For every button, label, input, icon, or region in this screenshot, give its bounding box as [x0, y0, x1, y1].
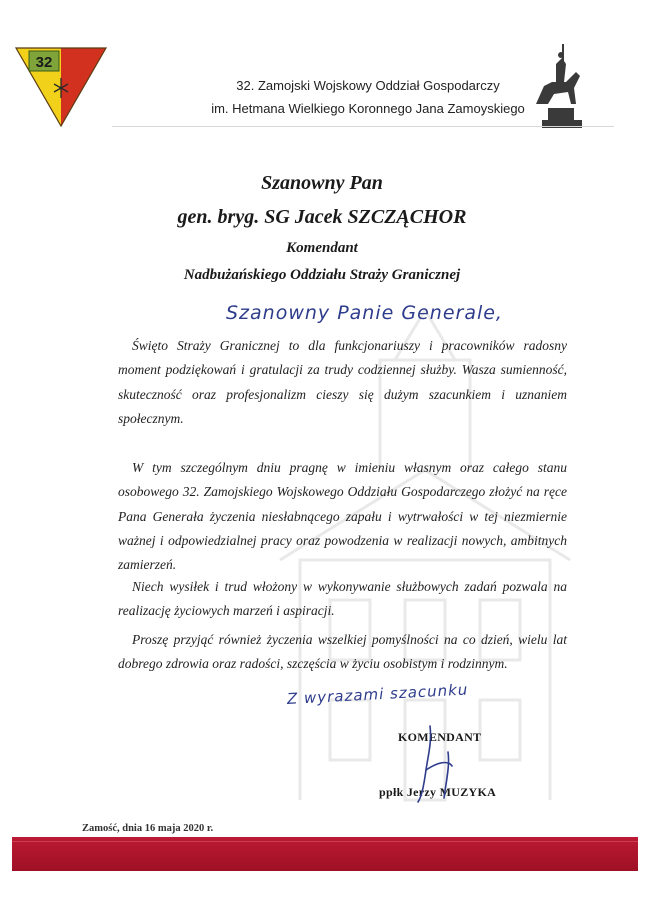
addressee-line1: Szanowny Pan	[261, 172, 383, 194]
letter-paragraph-2: W tym szczególnym dniu pragnę w imieniu własnym oraz całego stanu osobowego 32. Zamojskiego Wojskowego Oddziału Gospodarczego złożyć na ręce Pana Generała życzenia niesłabnącego zapału i wytrwałości w tej niezmiernie ważnej i odpowiedzialnej pracy oraz powodzenia w realizacji nowych, ambitnych zamierzeń.	[118, 460, 567, 573]
logo-number: 32	[35, 54, 53, 71]
signatory-name: ppłk Jerzy MUZYKA	[379, 785, 497, 799]
handwritten-salutation: Szanowny Panie Generale,	[226, 302, 503, 324]
addressee-line4: Nadbużańskiego Oddziału Straży Granicznej	[183, 267, 461, 283]
addressee-line3: Komendant	[286, 240, 358, 256]
unit-name-line2: im. Hetmana Wielkiego Koronnego Jana Zamoyskiego	[211, 101, 525, 116]
footer-red-band	[12, 837, 638, 871]
letter-paragraph-1: Święto Straży Granicznej to dla funkcjonariuszy i pracowników radosny moment podziękowań i gratulacji za trudy codziennej służby. Wasza sumienność, skuteczność oraz profesjonalizm cieszy się dużym szacunkiem i uznaniem społecznym.	[118, 338, 567, 426]
handwritten-closing: Z wyrazami szacunku	[286, 680, 469, 708]
footer-band-highlight	[12, 841, 638, 842]
addressee-line2: gen. bryg. SG Jacek SZCZĄCHOR	[177, 206, 467, 228]
signatory-title: KOMENDANT	[398, 730, 482, 744]
place-date: Zamość, dnia 16 maja 2020 r.	[82, 823, 214, 834]
unit-emblem-icon	[14, 46, 108, 128]
letter-paragraph-3: Niech wysiłek i trud włożony w wykonywanie służbowych zadań pozwala na realizację życiowych marzeń i aspiracji.	[118, 579, 567, 619]
handwritten-signature	[400, 722, 480, 806]
header-divider	[112, 126, 614, 127]
unit-name-line1: 32. Zamojski Wojskowy Oddział Gospodarczy	[236, 78, 500, 93]
letter-paragraph-4: Proszę przyjąć również życzenia wszelkiej pomyślności na co dzień, wielu lat dobrego zdrowia oraz radości, szczęścia w życiu osobistym i rodzinnym.	[118, 632, 567, 672]
